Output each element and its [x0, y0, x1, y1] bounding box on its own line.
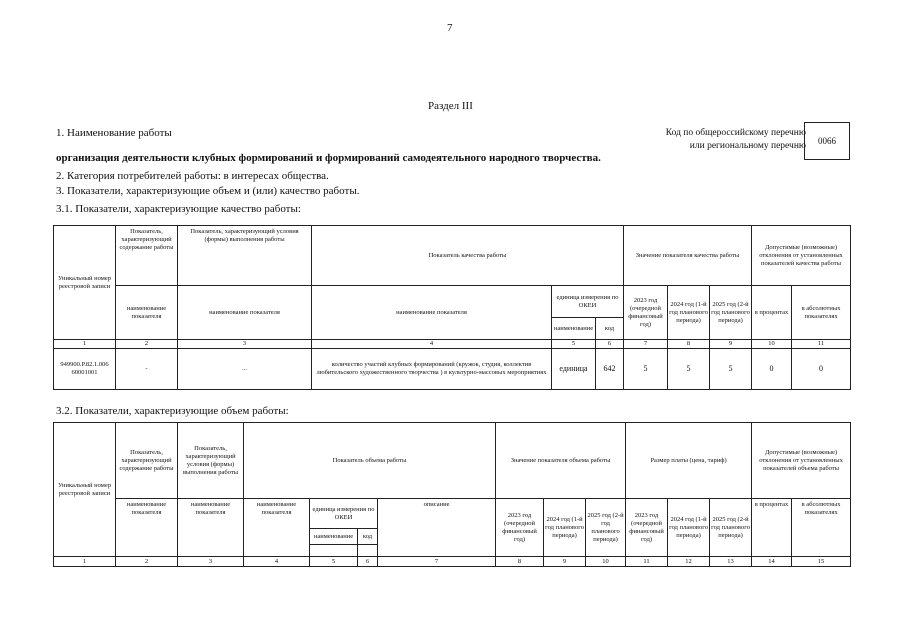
col-number: 9 [544, 557, 586, 567]
row-indicator: количество участий клубных формирований (кружок, студия, коллектив любительского художественного творчества ) в культурно-массовых мероприятиях [312, 349, 552, 390]
work-name-label: 1. Наименование работы [56, 127, 172, 139]
row-unit-name: единица [552, 349, 596, 390]
page-number: 7 [447, 22, 453, 34]
col-number: 3 [178, 340, 312, 349]
content-indicator-name: наименование показателя [116, 286, 178, 340]
absolute-header: в абсолютных показателях [792, 286, 851, 340]
col-number: 11 [792, 340, 851, 349]
row-deviation-absolute: 0 [792, 349, 851, 390]
col-fee-header: Размер платы (цена, тариф) [626, 423, 752, 499]
registry-code-value: 0066 [818, 136, 836, 146]
fee-2025-header: 2025 год (2-й год планового периода) [710, 499, 752, 557]
quality-table [53, 225, 851, 390]
year-2023-header: 2023 год (очередной финансовый год) [624, 286, 668, 340]
registry-code-label: Код по общероссийскому перечню или региональному перечню [665, 128, 806, 151]
year-2025-header: 2025 год (2-й год планового периода) [710, 286, 752, 340]
value-2024-header: 2024 год (1-й год планового периода) [544, 499, 586, 557]
conditions-indicator-name: наименование показателя [178, 286, 312, 340]
absolute-header: в абсолютных показателях [792, 499, 851, 557]
row-value-2023: 5 [624, 349, 668, 390]
volume-heading: 3.2. Показатели, характеризующие объем работы: [56, 405, 289, 417]
row-value-2024: 5 [668, 349, 710, 390]
col-number: 7 [624, 340, 668, 349]
col-deviation-header: Допустимые (возможные) отклонения от установленных показателей объема работы [752, 423, 851, 499]
col-number: 3 [178, 557, 244, 567]
value-2023-header: 2023 год (очередной финансовый год) [496, 499, 544, 557]
col-number: 9 [710, 340, 752, 349]
okei-unit-header: единица измерения по ОКЕИ [552, 286, 624, 318]
percent-header: в процентах [752, 499, 792, 557]
quality-heading: 3.1. Показатели, характеризующие качество работы: [56, 203, 301, 215]
registry-code-box [804, 122, 850, 160]
col-number: 13 [710, 557, 752, 567]
col-value-header: Значение показателя качества работы [624, 226, 752, 286]
col-number: 11 [626, 557, 668, 567]
row-conditions: ... [178, 349, 312, 390]
col-number: 12 [668, 557, 710, 567]
col-number: 1 [54, 340, 116, 349]
volume-indicator-name: наименование показателя [244, 499, 310, 557]
row-value-2025: 5 [710, 349, 752, 390]
fee-2023-header: 2023 год (очередной финансовый год) [626, 499, 668, 557]
col-content-header: Показатель, характеризующий содержание работы [116, 423, 178, 499]
col-volume-header: Показатель объема работы [244, 423, 496, 499]
col-number: 4 [244, 557, 310, 567]
col-quality-header: Показатель качества работы [312, 226, 624, 286]
unit-name-spacer [310, 545, 358, 557]
unit-code-header: код [596, 318, 624, 340]
col-number: 14 [752, 557, 792, 567]
indicators-heading: 3. Показатели, характеризующие объем и (или) качество работы. [56, 185, 360, 197]
col-content-header: Показатель, характеризующий содержание работы [116, 226, 178, 286]
col-number: 10 [586, 557, 626, 567]
percent-header: в процентах [752, 286, 792, 340]
col-value-header: Значение показателя объема работы [496, 423, 626, 499]
unit-code-spacer [358, 545, 378, 557]
col-number: 5 [310, 557, 358, 567]
col-number: 4 [312, 340, 552, 349]
col-number: 7 [378, 557, 496, 567]
col-number: 2 [116, 340, 178, 349]
row-content: - [116, 349, 178, 390]
row-unique-number: 949900.Р.82.1.006 60001001 [54, 349, 116, 390]
col-number: 15 [792, 557, 851, 567]
unit-name-header: наименование [310, 529, 358, 545]
fee-2024-header: 2024 год (1-й год планового периода) [668, 499, 710, 557]
col-conditions-header: Показатель, характеризующий условия (формы) выполнения работы [178, 226, 312, 286]
unit-code-header: код [358, 529, 378, 545]
okei-unit-header: единица измерения по ОКЕИ [310, 499, 378, 529]
col-number: 5 [552, 340, 596, 349]
col-number: 6 [358, 557, 378, 567]
row-deviation-percent: 0 [752, 349, 792, 390]
col-number: 1 [54, 557, 116, 567]
col-number: 10 [752, 340, 792, 349]
col-number: 6 [596, 340, 624, 349]
col-unique-header: Уникальный номер реестровой записи [54, 423, 116, 557]
volume-table [53, 422, 851, 567]
col-deviation-header: Допустимые (возможные) отклонения от установленных показателей качества работы [752, 226, 851, 286]
section-title: Раздел III [428, 100, 473, 112]
description-header: описание [378, 499, 496, 557]
consumer-category: 2. Категория потребителей работы: в интересах общества. [56, 170, 329, 182]
unit-name-header: наименование [552, 318, 596, 340]
col-number: 8 [668, 340, 710, 349]
row-unit-code: 642 [596, 349, 624, 390]
work-name-value: организация деятельности клубных формирований и формирований самодеятельного народного творчества. [56, 152, 601, 164]
conditions-indicator-name: наименование показателя [178, 499, 244, 557]
content-indicator-name: наименование показателя [116, 499, 178, 557]
col-number: 2 [116, 557, 178, 567]
year-2024-header: 2024 год (1-й год планового периода) [668, 286, 710, 340]
col-number: 8 [496, 557, 544, 567]
value-2025-header: 2025 год (2-й год планового периода) [586, 499, 626, 557]
quality-indicator-name: наименование показателя [312, 286, 552, 340]
col-unique-header: Уникальный номер реестровой записи [54, 226, 116, 340]
col-conditions-header: Показатель, характеризующий условия (формы) выполнения работы [178, 423, 244, 499]
